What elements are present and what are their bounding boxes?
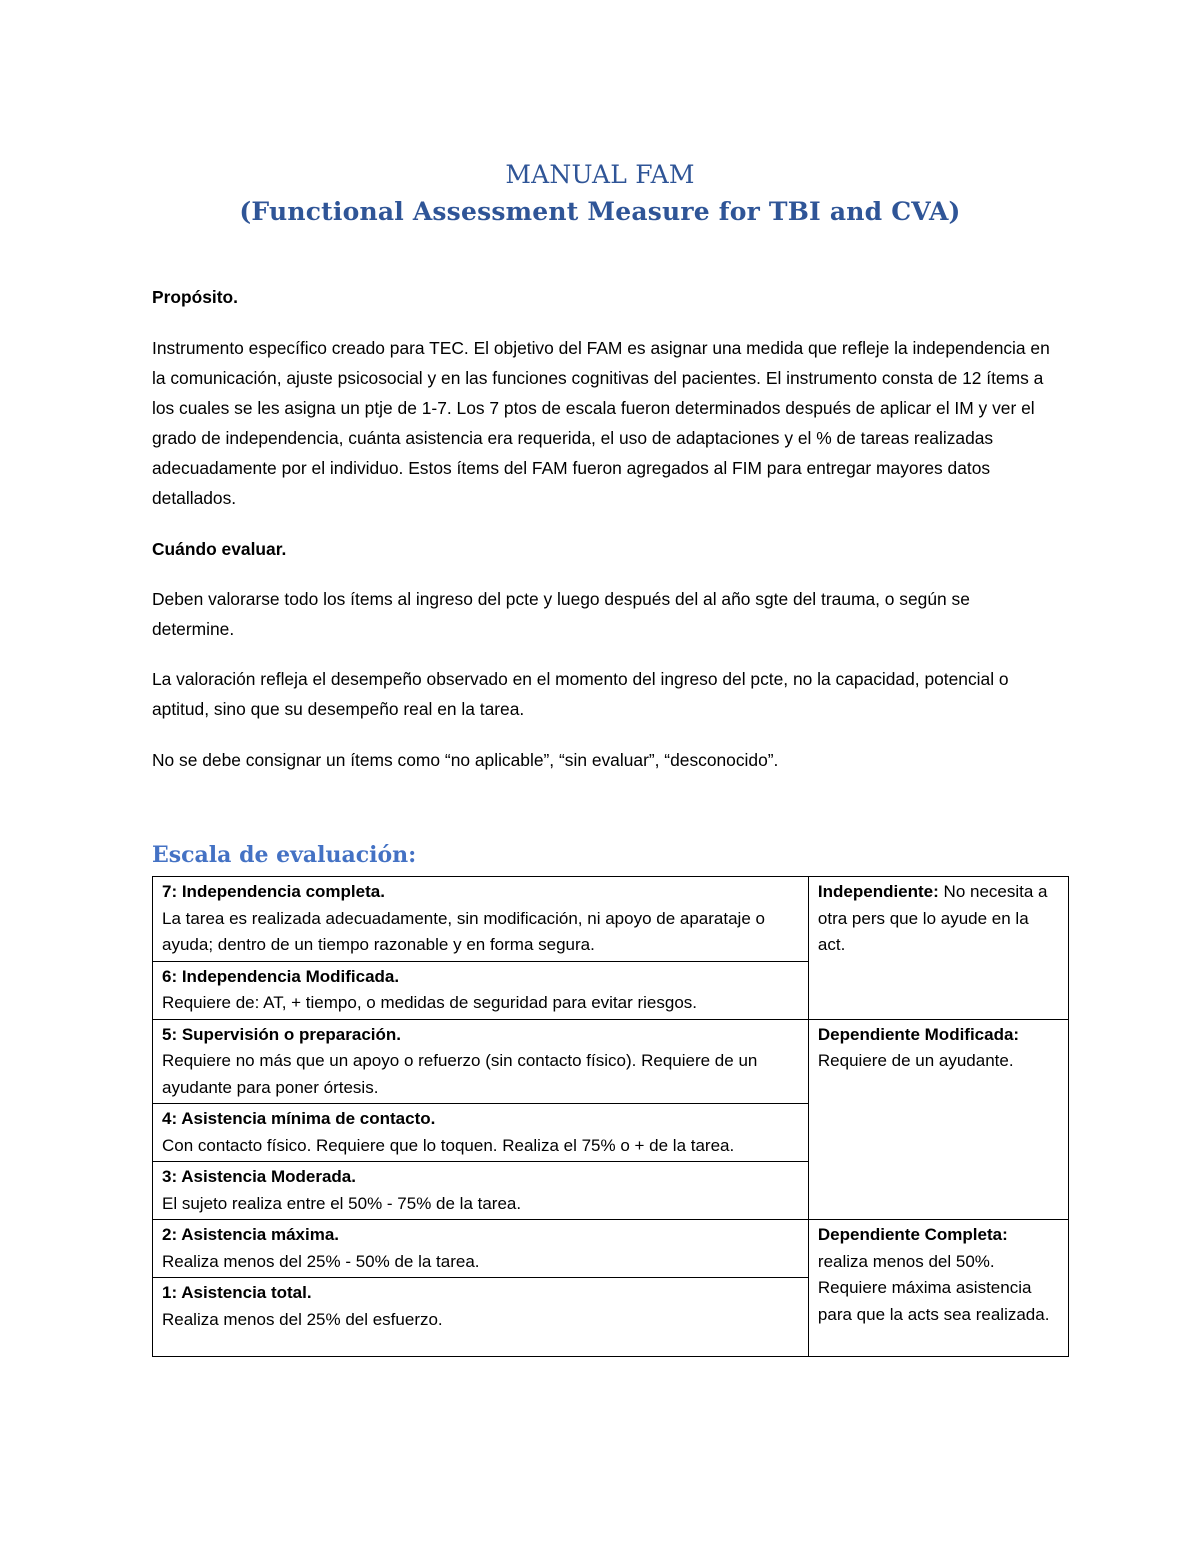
level-title: 3: Asistencia Moderada. xyxy=(162,1167,356,1186)
level-4-cell xyxy=(153,1104,809,1162)
level-1-cell xyxy=(153,1278,809,1357)
escala-heading: Escala de evaluación: xyxy=(152,842,417,868)
level-5-cell xyxy=(153,1019,809,1104)
category-text: realiza menos del 50%. Requiere máxima asistencia para que la acts sea realizada. xyxy=(817,1251,1050,1324)
category-text: No necesita a otra pers que lo ayude en la act. xyxy=(817,882,1048,954)
proposito-paragraph: Instrumento específico creado para TEC. El objetivo del FAM es asignar una medida que refleje la independencia en la comunicación, ajuste psicosocial y en las funciones cognitivas del pacientes. El instrumento consta de 12 ítems a los cuales se les asigna un ptje de 1-7. Los 7 ptos de escala fueron determinados después de aplicar el IM y ver el grado de independencia, cuánta asistencia era requerida, el uso de adaptaciones y el % de tareas realizadas adecuadamente por el individuo. Estos ítems del FAM fueron agregados al FIM para entregar mayores datos detallados. xyxy=(152,338,1050,508)
table-row xyxy=(153,877,1069,962)
category-text: Requiere de un ayudante. xyxy=(817,1051,1014,1070)
level-title: 6: Independencia Modificada. xyxy=(162,966,400,986)
level-description: Requiere no más que un apoyo o refuerzo (sin contacto físico). Requiere de un ayudante para poner órtesis. xyxy=(162,1051,758,1097)
level-title: 4: Asistencia mínima de contacto. xyxy=(162,1109,436,1128)
category-label: Independiente: xyxy=(817,882,939,901)
level-title: 7: Independencia completa. xyxy=(162,882,385,901)
level-description: Realiza menos del 25% del esfuerzo. xyxy=(162,1309,443,1329)
level-7-cell xyxy=(153,877,809,962)
cuando-paragraph-3: No se debe consignar un ítems como “no aplicable”, “sin evaluar”, “desconocido”. xyxy=(152,750,779,770)
category-label: Dependiente Modificada: xyxy=(817,1024,1020,1044)
level-6-cell xyxy=(153,961,809,1019)
category-label: Dependiente Completa: xyxy=(817,1225,1008,1244)
table-row xyxy=(153,1220,1069,1278)
level-description: La tarea es realizada adecuadamente, sin modificación, ni apoyo de aparataje o ayuda; dentro de un tiempo razonable y en forma segura. xyxy=(162,908,765,954)
cuando-paragraph-2: La valoración refleja el desempeño observado en el momento del ingreso del pcte, no la capacidad, potencial o aptitud, sino que su desempeño real en la tarea. xyxy=(152,669,1009,719)
level-3-cell xyxy=(153,1162,809,1220)
document-title: MANUAL FAM xyxy=(505,160,695,189)
level-description: Con contacto físico. Requiere que lo toquen. Realiza el 75% o + de la tarea. xyxy=(162,1135,735,1155)
table-row xyxy=(153,1019,1069,1104)
evaluation-scale-table xyxy=(152,876,1069,1357)
level-title: 2: Asistencia máxima. xyxy=(162,1225,340,1244)
level-description: Realiza menos del 25% - 50% de la tarea. xyxy=(162,1251,480,1271)
document-subtitle: (Functional Assessment Measure for TBI and CVA) xyxy=(239,197,961,226)
category-dependiente-completa-cell xyxy=(808,1220,1068,1357)
cuando-heading: Cuándo evaluar. xyxy=(152,539,287,559)
level-description: El sujeto realiza entre el 50% - 75% de la tarea. xyxy=(162,1193,522,1213)
category-independiente-cell xyxy=(808,877,1068,1020)
level-description: Requiere de: AT, + tiempo, o medidas de seguridad para evitar riesgos. xyxy=(162,993,698,1012)
category-dependiente-modificada-cell xyxy=(808,1019,1068,1220)
level-title: 5: Supervisión o preparación. xyxy=(162,1024,402,1044)
proposito-heading: Propósito. xyxy=(152,287,238,307)
level-2-cell xyxy=(153,1220,809,1278)
cuando-paragraph-1: Deben valorarse todo los ítems al ingreso del pcte y luego después del al año sgte del trauma, o según se determine. xyxy=(152,589,970,639)
level-title: 1: Asistencia total. xyxy=(162,1283,312,1302)
